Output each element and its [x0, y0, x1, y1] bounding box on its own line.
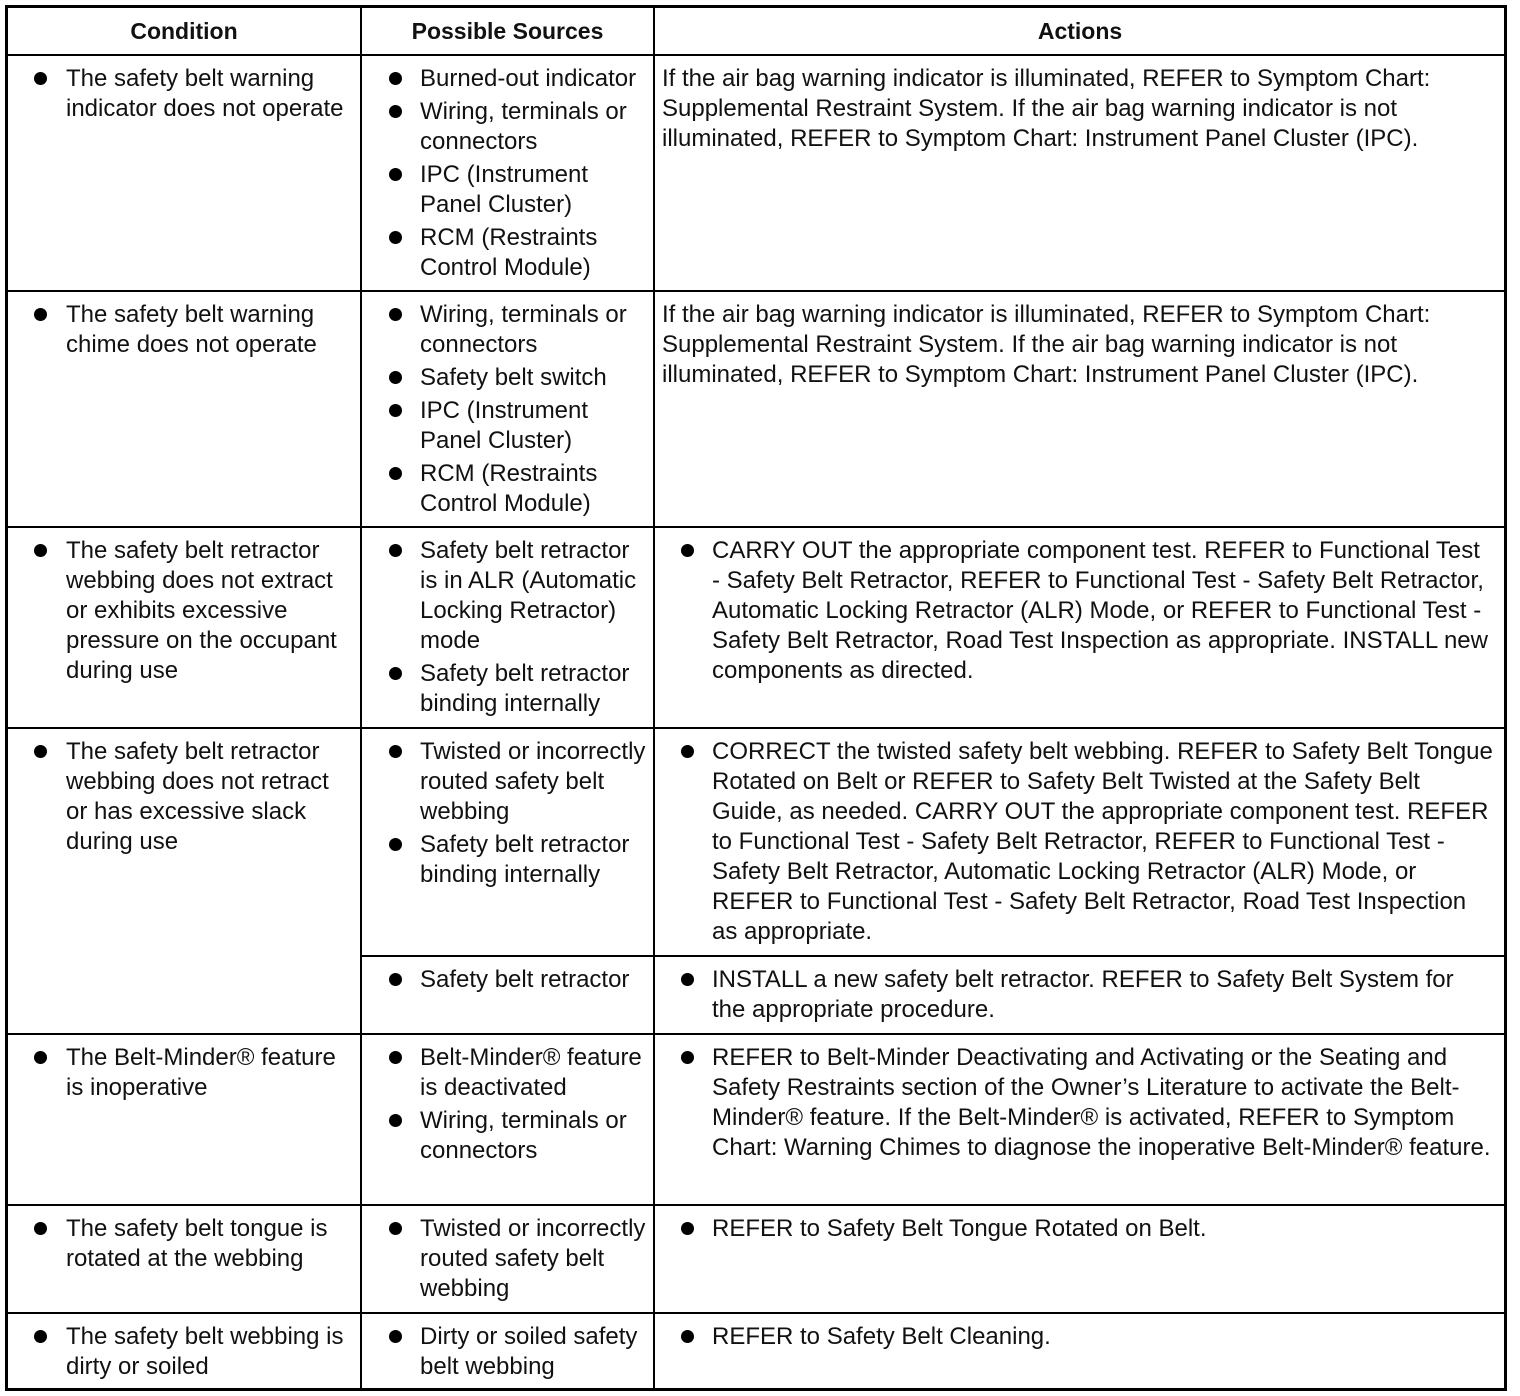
list-item: Belt-Minder® feature is deactivated	[362, 1043, 653, 1103]
list-item: Wiring, terminals or connectors	[362, 97, 653, 157]
row-divider	[8, 1312, 1504, 1314]
table-row-action: CORRECT the twisted safety belt webbing. REFER to Safety Belt Tongue Rotated on Belt or REFER to Safety Belt Twisted at the Safety Belt Guide, as needed. CARRY OUT the appropriate component test. REFER to Functional Test - Safety Belt Retractor, REFER to Functional Test - Safety Belt Retractor, Automatic Locking Retractor (ALR) Mode, or REFER to Functional Test - Safety Belt Retractor, Road Test Inspection as appropriate.	[655, 737, 1493, 947]
table-row-condition: The safety belt warning chime does not operate	[8, 300, 356, 360]
row-divider	[8, 290, 1504, 292]
header-actions: Actions	[1037, 18, 1123, 44]
list-item: Safety belt retractor binding internally	[362, 830, 653, 890]
table-row-sources	[362, 64, 653, 283]
row-divider	[8, 526, 1504, 528]
list-item: Twisted or incorrectly routed safety belt webbing	[362, 737, 653, 827]
table-row-condition: The safety belt retractor webbing does not extract or exhibits excessive pressure on the occupant during use	[8, 536, 356, 686]
table-row-condition: The safety belt retractor webbing does not retract or has excessive slack during use	[8, 737, 356, 857]
column-divider	[653, 8, 655, 1388]
table-row-action: CARRY OUT the appropriate component test. REFER to Functional Test - Safety Belt Retractor, REFER to Functional Test - Safety Belt Retractor, Automatic Locking Retractor (ALR) Mode, or REFER to Functional Test - Safety Belt Retractor, Road Test Inspection as appropriate. INSTALL new components as directed.	[655, 536, 1490, 686]
row-divider	[8, 1033, 1504, 1035]
table-row-sources	[362, 1322, 653, 1382]
row-divider	[361, 955, 1504, 957]
table-row-sources	[362, 300, 653, 519]
header-condition: Condition	[130, 18, 238, 44]
row-divider	[8, 727, 1504, 729]
table-row-sources	[362, 1214, 653, 1304]
row-divider	[8, 54, 1504, 56]
list-item: Safety belt retractor is in ALR (Automatic Locking Retractor) mode	[362, 536, 653, 656]
table-row-action: If the air bag warning indicator is illuminated, REFER to Symptom Chart: Supplemental Restraint System. If the air bag warning indicator is not illuminated, REFER to Symptom Chart: Instrument Panel Cluster (IPC).	[662, 65, 1431, 152]
table-row-condition: The safety belt webbing is dirty or soiled	[8, 1322, 356, 1382]
row-divider	[8, 1204, 1504, 1206]
symptom-chart-table	[5, 5, 1507, 1391]
table-row-action: REFER to Belt-Minder Deactivating and Activating or the Seating and Safety Restraints section of the Owner’s Literature to activate the Belt-Minder® feature. If the Belt-Minder® is activated, REFER to Symptom Chart: Warning Chimes to diagnose the inoperative Belt-Minder® feature.	[655, 1043, 1493, 1163]
table-row-sources	[362, 965, 653, 995]
list-item: Wiring, terminals or connectors	[362, 1106, 653, 1166]
list-item: RCM (Restraints Control Module)	[362, 459, 653, 519]
list-item: Twisted or incorrectly routed safety belt webbing	[362, 1214, 653, 1304]
table-row-sources	[362, 1043, 653, 1166]
table-row-condition: The safety belt tongue is rotated at the webbing	[8, 1214, 356, 1274]
list-item: Safety belt retractor binding internally	[362, 659, 653, 719]
table-row-action: INSTALL a new safety belt retractor. REFER to Safety Belt System for the appropriate procedure.	[655, 965, 1493, 1025]
header-possible-sources: Possible Sources	[411, 18, 604, 44]
table-row-action: If the air bag warning indicator is illuminated, REFER to Symptom Chart: Supplemental Restraint System. If the air bag warning indicator is not illuminated, REFER to Symptom Chart: Instrument Panel Cluster (IPC).	[662, 301, 1431, 388]
table-row-condition: The safety belt warning indicator does not operate	[8, 64, 356, 124]
table-row-action: REFER to Safety Belt Cleaning.	[655, 1322, 1493, 1352]
table-row-condition: The Belt-Minder® feature is inoperative	[8, 1043, 356, 1103]
list-item: Safety belt retractor	[362, 965, 653, 995]
list-item: Wiring, terminals or connectors	[362, 300, 653, 360]
list-item: Dirty or soiled safety belt webbing	[362, 1322, 653, 1382]
list-item: Burned-out indicator	[362, 64, 653, 94]
list-item: RCM (Restraints Control Module)	[362, 223, 653, 283]
list-item: Safety belt switch	[362, 363, 653, 393]
table-row-action: REFER to Safety Belt Tongue Rotated on Belt.	[655, 1214, 1493, 1244]
list-item: IPC (Instrument Panel Cluster)	[362, 160, 653, 220]
table-row-sources	[362, 737, 653, 890]
list-item: IPC (Instrument Panel Cluster)	[362, 396, 653, 456]
table-row-sources	[362, 536, 653, 719]
